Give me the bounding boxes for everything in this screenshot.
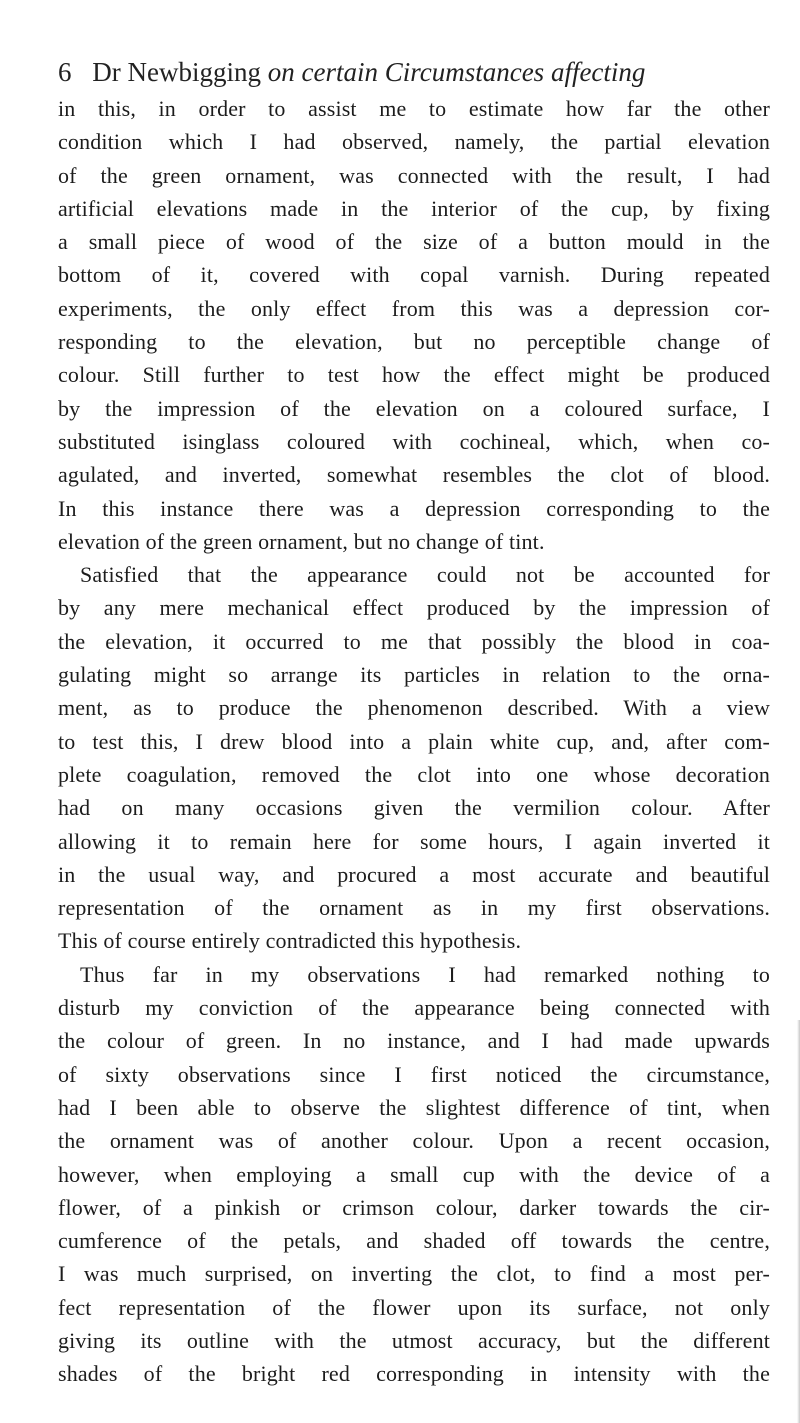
text-line: of sixty observations since I first noticed the circumstance, xyxy=(58,1061,770,1087)
text-line: the colour of green. In no instance, and I had made upwards xyxy=(58,1028,770,1054)
header-author: Dr Newbigging xyxy=(92,57,261,87)
text-line: In this instance there was a depression corresponding to the xyxy=(58,495,770,521)
text-line: plete coagulation, removed the clot into one whose decoration xyxy=(58,761,770,787)
body-text xyxy=(58,92,770,1391)
text-line: Thus far in my observations I had remarked nothing to xyxy=(80,961,770,987)
text-line: disturb my conviction of the appearance being connected with xyxy=(58,995,770,1021)
text-line: condition which I had observed, namely, the partial elevation xyxy=(58,129,770,155)
text-line: by any mere mechanical effect produced by the impression of xyxy=(58,595,770,621)
text-line: cumference of the petals, and shaded off towards the centre, xyxy=(58,1228,770,1254)
text-line: a small piece of wood of the size of a button mould in the xyxy=(58,229,770,255)
text-line: however, when employing a small cup with the device of a xyxy=(58,1161,770,1187)
header-title: on certain Circumstances affecting xyxy=(267,57,646,87)
text-line: elevation of the green ornament, but no change of tint. xyxy=(58,528,545,554)
text-line: had on many occasions given the vermilion colour. After xyxy=(58,795,770,821)
text-line: the ornament was of another colour. Upon a recent occasion, xyxy=(58,1128,770,1154)
text-line: by the impression of the elevation on a coloured surface, I xyxy=(58,395,770,421)
text-line: substituted isinglass coloured with cochineal, which, when co- xyxy=(58,428,770,454)
text-line: I was much surprised, on inverting the clot, to find a most per- xyxy=(58,1261,770,1287)
text-line: Satisfied that the appearance could not be accounted for xyxy=(80,562,770,588)
text-line: in this, in order to assist me to estimate how far the other xyxy=(58,96,770,121)
text-line: ment, as to produce the phenomenon described. With a view xyxy=(58,695,770,721)
text-line: fect representation of the flower upon its surface, not only xyxy=(58,1294,770,1320)
text-line: responding to the elevation, but no perceptible change of xyxy=(58,329,770,355)
text-line: the elevation, it occurred to me that possibly the blood in coa- xyxy=(58,628,770,654)
text-line: shades of the bright red corresponding in intensity with the xyxy=(58,1361,770,1387)
text-line: in the usual way, and procured a most accurate and beautiful xyxy=(58,861,770,887)
text-line: had I been able to observe the slightest difference of tint, when xyxy=(58,1094,770,1120)
text-line: agulated, and inverted, somewhat resembles the clot of blood. xyxy=(58,462,770,488)
text-line: experiments, the only effect from this was a depression cor- xyxy=(58,295,770,321)
text-line: bottom of it, covered with copal varnish. During repeated xyxy=(58,262,770,288)
running-header xyxy=(58,52,758,92)
text-line: gulating might so arrange its particles in relation to the orna- xyxy=(58,662,770,688)
text-line: colour. Still further to test how the effect might be produced xyxy=(58,362,770,388)
text-line: giving its outline with the utmost accuracy, but the different xyxy=(58,1327,770,1353)
text-line: allowing it to remain here for some hours, I again inverted it xyxy=(58,828,770,854)
text-line: flower, of a pinkish or crimson colour, darker towards the cir- xyxy=(58,1194,770,1220)
text-line: This of course entirely contradicted this hypothesis. xyxy=(58,928,522,954)
text-line: to test this, I drew blood into a plain white cup, and, after com- xyxy=(58,728,770,754)
text-line: artificial elevations made in the interior of the cup, by fixing xyxy=(58,195,770,221)
text-line: of the green ornament, was connected with the result, I had xyxy=(58,162,770,188)
text-line: representation of the ornament as in my first observations. xyxy=(58,895,770,921)
page-number: 6 xyxy=(58,57,72,87)
